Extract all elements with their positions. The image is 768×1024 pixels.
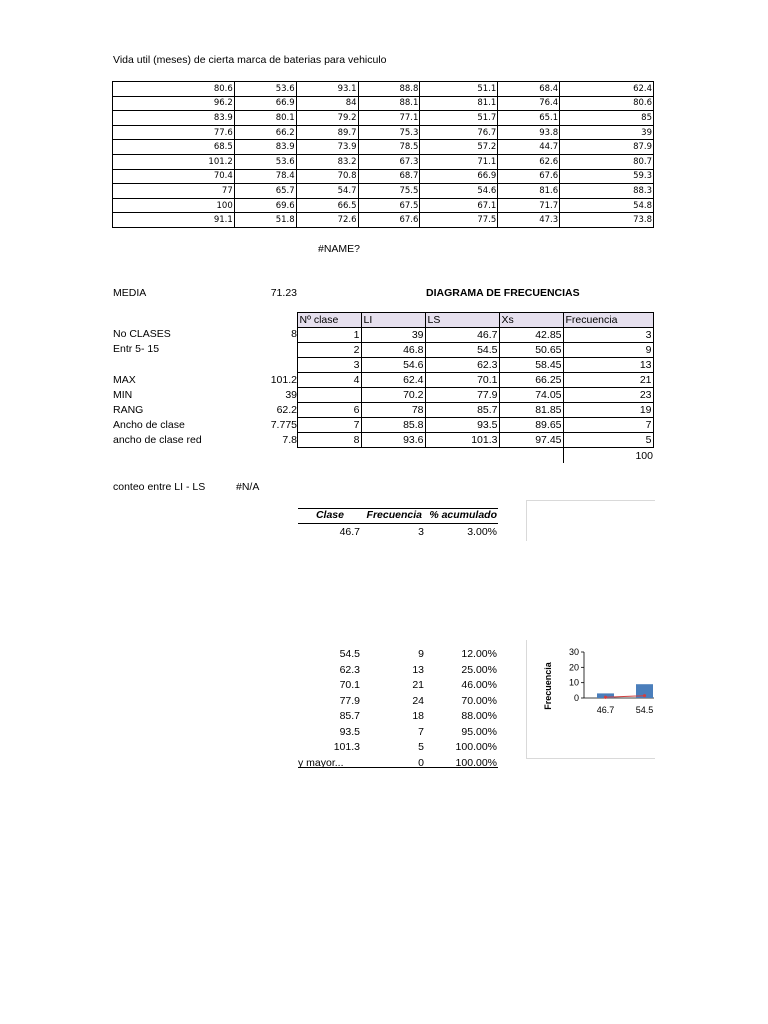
raw-data-cell: 87.9 [560, 140, 654, 155]
hist-cell: 54.5 [339, 648, 360, 660]
freq-row [283, 343, 653, 358]
ancho-value: 7.775 [270, 419, 297, 431]
chart-xtick-label: 54.5 [635, 705, 654, 715]
hist-cell: 100.00% [455, 741, 497, 753]
hist-cell: 24 [412, 694, 424, 707]
raw-data-cell: 84 [296, 96, 358, 111]
max-label: MAX [113, 374, 136, 386]
raw-data-cell: 93.1 [296, 82, 358, 97]
freq-row [283, 358, 653, 373]
freq-row [283, 433, 653, 448]
chart-ylabel: Frecuencia [543, 662, 553, 710]
hist-cell: 25.00% [461, 663, 497, 676]
raw-data-cell: 72.6 [296, 213, 358, 228]
freq-cell: 7 [563, 418, 653, 433]
raw-data-cell: 71.1 [420, 154, 498, 169]
chart-ytick-label: 30 [568, 647, 579, 657]
freq-cell: 54.6 [361, 358, 425, 373]
entr-label: Entr 5- 15 [113, 343, 160, 355]
hist-cell: 88.00% [461, 710, 497, 722]
raw-data-cell: 81.6 [498, 184, 560, 199]
min-label: MIN [113, 389, 133, 401]
hist-cell: 95.00% [461, 725, 497, 738]
freq-cell: 46.7 [425, 328, 499, 343]
rang-label: RANG [113, 404, 144, 416]
raw-data-cell: 76.7 [420, 125, 498, 140]
raw-data-row [113, 111, 654, 126]
freq-cell: 85.8 [361, 418, 425, 433]
hist-cell: 13 [412, 663, 424, 676]
frequency-total: 100 [635, 450, 653, 462]
freq-cell: 2 [297, 343, 361, 358]
raw-data-cell: 65.1 [498, 111, 560, 126]
freq-cell: 39 [361, 328, 425, 343]
raw-data-cell: 65.7 [234, 184, 296, 199]
raw-data-cell: 75.3 [358, 125, 420, 140]
freq-cell: 13 [563, 358, 653, 373]
raw-data-cell: 101.2 [113, 154, 235, 169]
diagram-title: DIAGRAMA DE FRECUENCIAS [426, 287, 580, 299]
freq-header-li: LI [361, 313, 425, 328]
freq-cell: 6 [297, 403, 361, 418]
freq-cell: 5 [563, 433, 653, 448]
raw-data-cell: 100 [113, 198, 235, 213]
hist-cell: 46.00% [461, 679, 497, 691]
raw-data-cell: 83.9 [234, 140, 296, 155]
freq-cell: 4 [297, 373, 361, 388]
raw-data-row [113, 169, 654, 184]
freq-header-ls: LS [425, 313, 499, 328]
hist-cell: 9 [418, 648, 424, 660]
raw-data-cell: 67.1 [420, 198, 498, 213]
chart-ytick-label: 0 [573, 693, 579, 703]
chart-ytick-label: 10 [568, 677, 579, 688]
hist-header-acumulado: % acumulado [429, 509, 497, 521]
raw-data-cell: 71.7 [498, 198, 560, 213]
raw-data-cell: 78.4 [234, 169, 296, 184]
media-label: MEDIA [113, 287, 147, 299]
freq-cell: 3 [297, 358, 361, 373]
freq-cell: 23 [563, 388, 653, 403]
hist-first-frecuencia: 3 [418, 526, 424, 538]
freq-cell: 46.8 [361, 343, 425, 358]
raw-data-cell: 80.6 [560, 96, 654, 111]
freq-cell: 78 [361, 403, 425, 418]
hist-header-frecuencia: Frecuencia [366, 509, 422, 521]
raw-data-cell: 66.2 [234, 125, 296, 140]
raw-data-row [113, 140, 654, 155]
hist-first-acumulado: 3.00% [467, 526, 497, 538]
hist-cell: 12.00% [461, 648, 497, 660]
conteo-value: #N/A [236, 481, 260, 493]
ancho-red-label: ancho de clase red [113, 434, 202, 446]
freq-cell: 62.3 [425, 358, 499, 373]
raw-data-cell: 83.2 [296, 154, 358, 169]
raw-data-cell: 54.6 [420, 184, 498, 199]
hist-cell: 62.3 [339, 663, 360, 676]
raw-data-cell: 66.9 [420, 169, 498, 184]
freq-cell: 3 [563, 328, 653, 343]
frequency-chart [526, 640, 654, 720]
hist-cell: 21 [412, 679, 424, 691]
raw-data-cell: 39 [560, 125, 654, 140]
raw-data-cell: 68.4 [498, 82, 560, 97]
raw-data-cell: 76.4 [498, 96, 560, 111]
hist-cell: 70.00% [461, 694, 497, 707]
raw-data-cell: 67.6 [498, 169, 560, 184]
hist-cell: 100.00% [455, 756, 497, 769]
no-clases-label: No CLASES [113, 328, 171, 340]
raw-data-cell: 93.8 [498, 125, 560, 140]
freq-cell: 58.45 [499, 358, 563, 373]
hist-first-clase: 46.7 [339, 526, 360, 538]
freq-cell: 89.65 [499, 418, 563, 433]
min-value: 39 [285, 389, 297, 401]
raw-data-cell: 51.7 [420, 111, 498, 126]
raw-data-cell: 67.5 [358, 198, 420, 213]
raw-data-cell: 80.6 [113, 82, 235, 97]
freq-cell: 70.1 [425, 373, 499, 388]
ancho-red-value: 7.8 [282, 434, 297, 446]
raw-data-cell: 57.2 [420, 140, 498, 155]
frequency-table [283, 312, 654, 448]
freq-row [283, 373, 653, 388]
freq-cell: 97.45 [499, 433, 563, 448]
max-value: 101.2 [270, 374, 297, 386]
rang-value: 62.2 [276, 404, 297, 416]
raw-data-cell: 59.3 [560, 169, 654, 184]
raw-data-cell: 78.5 [358, 140, 420, 155]
raw-data-cell: 88.3 [560, 184, 654, 199]
raw-data-cell: 67.6 [358, 213, 420, 228]
freq-cell: 93.6 [361, 433, 425, 448]
raw-data-table [112, 81, 654, 228]
chart-xtick-label: 46.7 [596, 705, 615, 715]
hist-cell: 101.3 [333, 741, 360, 753]
media-value: 71.23 [270, 287, 297, 299]
freq-cell: 9 [563, 343, 653, 358]
raw-data-cell: 80.7 [560, 154, 654, 169]
raw-data-cell: 89.7 [296, 125, 358, 140]
raw-data-cell: 73.8 [560, 213, 654, 228]
raw-data-cell: 68.7 [358, 169, 420, 184]
hist-cell: 0 [418, 756, 424, 769]
raw-data-cell: 83.9 [113, 111, 235, 126]
hist-cell: y mayor... [298, 756, 344, 769]
raw-data-cell: 75.5 [358, 184, 420, 199]
raw-data-cell: 88.8 [358, 82, 420, 97]
freq-cell [297, 388, 361, 403]
freq-cell: 85.7 [425, 403, 499, 418]
raw-data-cell: 51.1 [420, 82, 498, 97]
raw-data-row [113, 184, 654, 199]
freq-cell: 42.85 [499, 328, 563, 343]
freq-cell: 7 [297, 418, 361, 433]
conteo-label: conteo entre LI - LS [113, 481, 206, 493]
raw-data-cell: 77.1 [358, 111, 420, 126]
raw-data-cell: 80.1 [234, 111, 296, 126]
raw-data-cell: 79.2 [296, 111, 358, 126]
raw-data-cell: 96.2 [113, 96, 235, 111]
no-clases-value: 8 [291, 328, 297, 340]
freq-row [283, 418, 653, 433]
hist-cell: 70.1 [339, 679, 360, 691]
hist-cell: 93.5 [339, 725, 360, 738]
freq-header-nclase: Nº clase [297, 313, 361, 328]
raw-data-cell: 77.6 [113, 125, 235, 140]
ancho-label: Ancho de clase [113, 419, 185, 431]
hist-cell: 7 [418, 725, 424, 738]
raw-data-cell: 91.1 [113, 213, 235, 228]
freq-cell: 1 [297, 328, 361, 343]
raw-data-cell: 62.6 [498, 154, 560, 169]
freq-cell: 62.4 [361, 373, 425, 388]
sheet-title: Vida util (meses) de cierta marca de baterias para vehiculo [113, 54, 387, 66]
raw-data-cell: 77 [113, 184, 235, 199]
freq-row [283, 403, 653, 418]
raw-data-row [113, 198, 654, 213]
raw-data-cell: 66.5 [296, 198, 358, 213]
freq-cell: 21 [563, 373, 653, 388]
raw-data-cell: 69.6 [234, 198, 296, 213]
freq-cell: 101.3 [425, 433, 499, 448]
raw-data-row [113, 125, 654, 140]
chart-frame-top [526, 500, 655, 541]
hist-header-clase: Clase [315, 509, 344, 521]
raw-data-cell: 62.4 [560, 82, 654, 97]
raw-data-row [113, 96, 654, 111]
raw-data-row [113, 154, 654, 169]
freq-header-xs: Xs [499, 313, 563, 328]
raw-data-cell: 88.1 [358, 96, 420, 111]
raw-data-cell: 67.3 [358, 154, 420, 169]
raw-data-cell: 70.4 [113, 169, 235, 184]
freq-cell: 70.2 [361, 388, 425, 403]
name-error-cell: #NAME? [318, 243, 361, 255]
chart-ytick-label: 20 [568, 662, 579, 673]
raw-data-cell: 68.5 [113, 140, 235, 155]
raw-data-cell: 53.6 [234, 154, 296, 169]
freq-cell: 93.5 [425, 418, 499, 433]
raw-data-row [113, 213, 654, 228]
hist-cell: 85.7 [339, 710, 360, 722]
raw-data-cell: 81.1 [420, 96, 498, 111]
raw-data-cell: 44.7 [498, 140, 560, 155]
raw-data-cell: 70.8 [296, 169, 358, 184]
freq-cell: 77.9 [425, 388, 499, 403]
freq-row [283, 328, 653, 343]
freq-cell: 81.85 [499, 403, 563, 418]
freq-cell: 66.25 [499, 373, 563, 388]
raw-data-cell: 85 [560, 111, 654, 126]
raw-data-row [113, 82, 654, 97]
freq-header-frecuencia: Frecuencia [563, 313, 653, 328]
freq-row [283, 388, 653, 403]
raw-data-cell: 54.7 [296, 184, 358, 199]
raw-data-cell: 53.6 [234, 82, 296, 97]
hist-cell: 77.9 [339, 694, 360, 707]
freq-cell: 8 [297, 433, 361, 448]
hist-cell: 5 [418, 741, 424, 753]
freq-cell: 19 [563, 403, 653, 418]
freq-cell: 50.65 [499, 343, 563, 358]
raw-data-cell: 77.5 [420, 213, 498, 228]
raw-data-cell: 54.8 [560, 198, 654, 213]
raw-data-cell: 47.3 [498, 213, 560, 228]
raw-data-cell: 66.9 [234, 96, 296, 111]
raw-data-cell: 51.8 [234, 213, 296, 228]
hist-cell: 18 [412, 710, 424, 722]
freq-cell: 74.05 [499, 388, 563, 403]
freq-cell: 54.5 [425, 343, 499, 358]
raw-data-cell: 73.9 [296, 140, 358, 155]
